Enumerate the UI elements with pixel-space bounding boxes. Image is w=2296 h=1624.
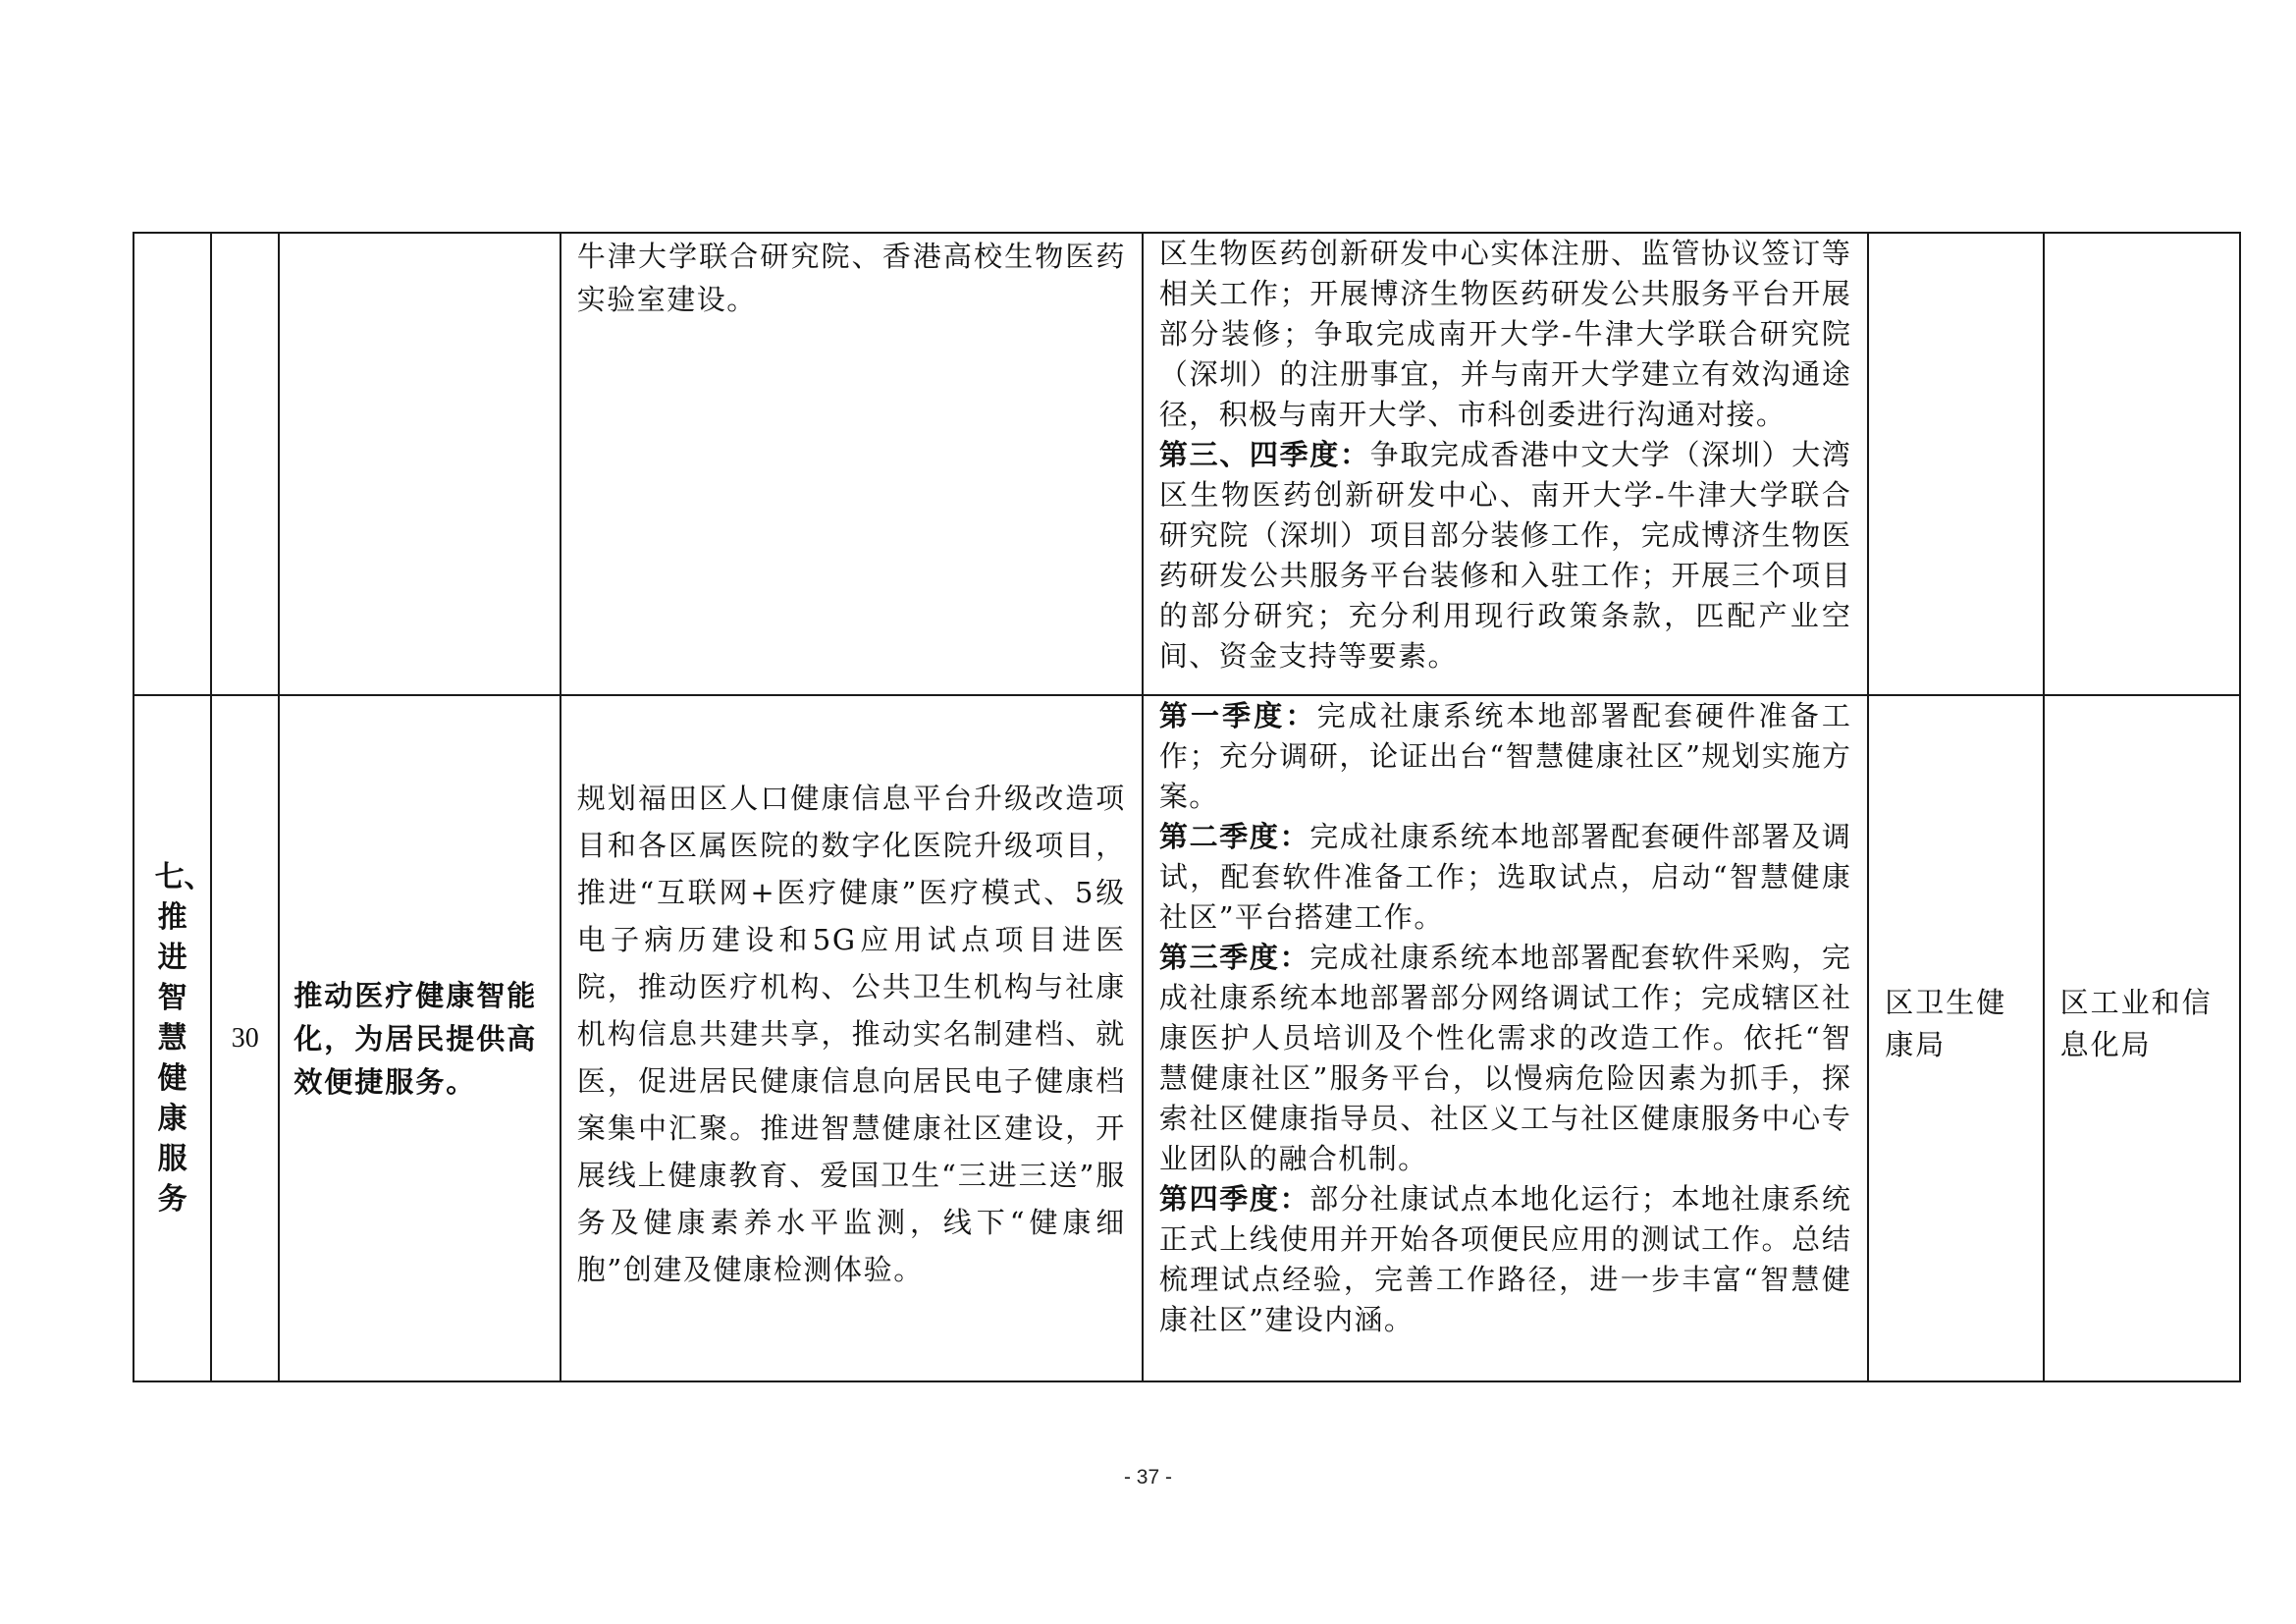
table-row-continued bbox=[133, 233, 2240, 695]
plan-text: 规划福田区人口健康信息平台升级改造项目和各区属医院的数字化医院升级项目，推进“互联网+医疗健康”医疗模式、5级电子病历建设和5G应用试点项目进医院，推动医疗机构、公共卫生机构与社康机构信息共建共享，推动实名制建档、就医，促进居民健康信息向居民电子健康档案集中汇聚。推进智慧健康社区建设，开展线上健康教育、爱国卫生“三进三送”服务及健康素养水平监测，线下“健康细胞”创建及健康检测体验。 bbox=[576, 781, 1126, 1286]
cooperating-unit-cell-empty bbox=[2044, 233, 2240, 695]
quarter-text: 争取完成香港中文大学（深圳）大湾区生物医药创新研发中心、南开大学-牛津大学联合研究院（深圳）项目部分装修工作，完成博济生物医药研发公共服务平台装修和入驻工作；开展三个项目的部分研究；充分利用现行政策条款，匹配产业空间、资金支持等要素。 bbox=[1158, 438, 1852, 673]
lead-unit: 区卫生健康局 bbox=[1885, 985, 2007, 1061]
table-row-30 bbox=[133, 695, 2240, 1381]
progress-cell-continued bbox=[1143, 233, 1868, 695]
progress-paragraph-q3 bbox=[1159, 938, 1851, 1179]
goal-cell bbox=[279, 695, 561, 1381]
item-number: 30 bbox=[231, 1022, 259, 1054]
plan-cell-continued bbox=[561, 233, 1143, 695]
quarter-label: 第三、四季度： bbox=[1158, 438, 1370, 471]
category-cell-empty bbox=[133, 233, 211, 695]
goal-text: 推动医疗健康智能化，为居民提供高效便捷服务。 bbox=[294, 978, 538, 1099]
plan-cell bbox=[561, 695, 1143, 1381]
goal-cell-empty bbox=[279, 233, 561, 695]
progress-paragraph bbox=[1159, 435, 1851, 677]
progress-cell bbox=[1143, 695, 1868, 1381]
progress-paragraph-q2 bbox=[1159, 817, 1851, 938]
quarter-text: 区生物医药创新研发中心实体注册、监管协议签订等相关工作；开展博济生物医药研发公共服务平台开展部分装修；争取完成南开大学-牛津大学联合研究院（深圳）的注册事宜，并与南开大学建立有效沟通途径，积极与南开大学、市科创委进行沟通对接。 bbox=[1158, 237, 1852, 431]
cooperating-unit: 区工业和信息化局 bbox=[2059, 985, 2213, 1061]
progress-paragraph-q4 bbox=[1159, 1179, 1851, 1340]
quarter-text: 部分社康试点本地化运行；本地社康系统正式上线使用并开始各项便民应用的测试工作。总结梳理试点经验，完善工作路径，进一步丰富“智慧健康社区”建设内涵。 bbox=[1158, 1182, 1852, 1336]
quarter-label: 第一季度： bbox=[1158, 699, 1317, 732]
page-number: - 37 - bbox=[1123, 1466, 1172, 1489]
category-label: 七、推进智慧健康服务 bbox=[154, 860, 214, 1217]
progress-text-continued bbox=[1144, 234, 1867, 677]
category-cell bbox=[133, 695, 214, 1381]
cooperating-unit-cell bbox=[2044, 695, 2240, 1381]
progress-text bbox=[1144, 696, 1867, 1340]
quarter-text: 完成社康系统本地部署配套软件采购，完成社康系统本地部署部分网络调试工作；完成辖区社康医护人员培训及个性化需求的改造工作。依托“智慧健康社区”服务平台，以慢病危险因素为抓手，探索社区健康指导员、社区义工与社区健康服务中心专业团队的融合机制。 bbox=[1158, 941, 1852, 1175]
quarter-text: 完成社康系统本地部署配套硬件准备工作；充分调研，论证出台“智慧健康社区”规划实施方案。 bbox=[1158, 699, 1852, 813]
quarter-label: 第二季度： bbox=[1158, 820, 1310, 853]
quarter-text: 完成社康系统本地部署配套硬件部署及调试，配套软件准备工作；选取试点，启动“智慧健康社区”平台搭建工作。 bbox=[1158, 820, 1852, 934]
lead-unit-cell bbox=[1868, 695, 2043, 1381]
task-table bbox=[133, 232, 2241, 1382]
progress-paragraph bbox=[1159, 234, 1851, 435]
quarter-label: 第四季度： bbox=[1158, 1182, 1310, 1216]
lead-unit-cell-empty bbox=[1868, 233, 2043, 695]
number-cell-empty bbox=[211, 233, 279, 695]
plan-text-continued: 牛津大学联合研究院、香港高校生物医药实验室建设。 bbox=[576, 240, 1126, 316]
progress-paragraph-q1 bbox=[1159, 696, 1851, 817]
quarter-label: 第三季度： bbox=[1158, 941, 1310, 974]
number-cell bbox=[211, 695, 279, 1381]
